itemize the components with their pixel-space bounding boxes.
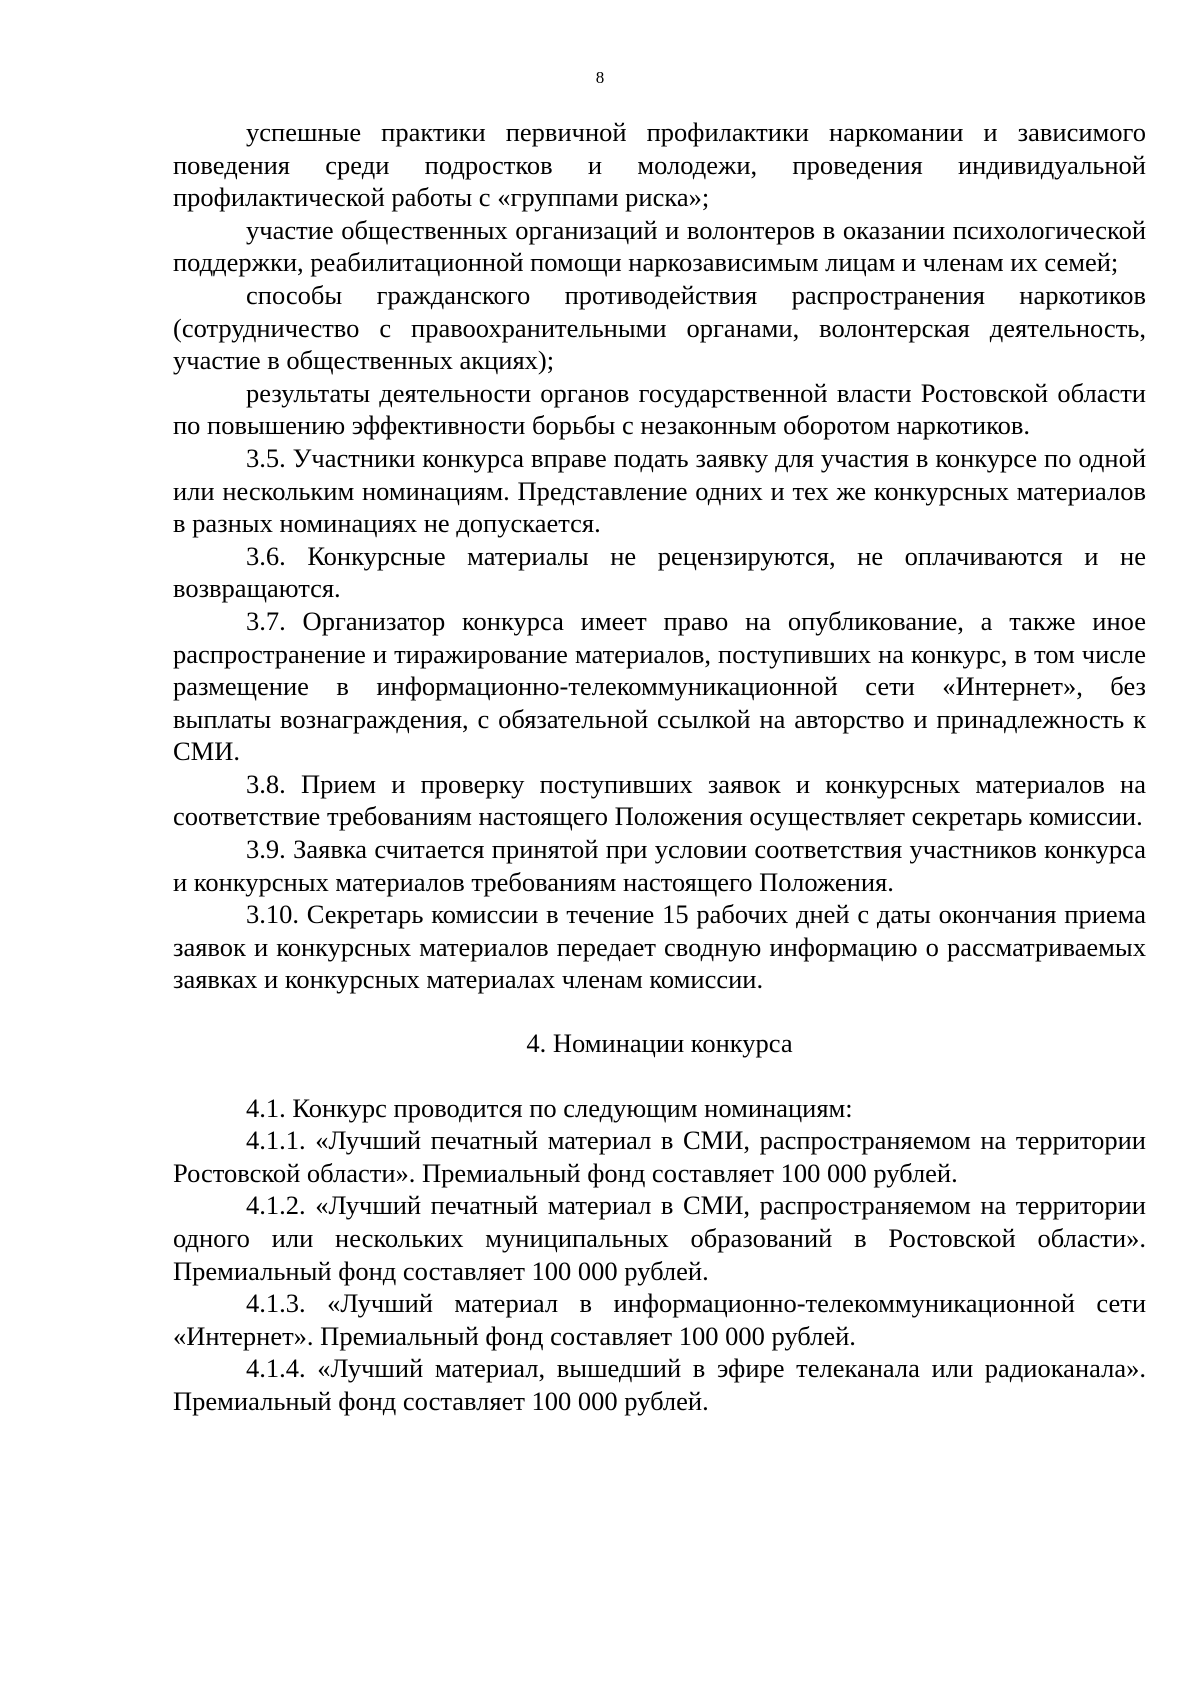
paragraph: 3.5. Участники конкурса вправе подать заявку для участия в конкурсе по одной или нескольким номинациям. Представление одних и тех же конкурсных материалов в разных номинациях не допускается. (173, 442, 1146, 539)
paragraph: 4.1. Конкурс проводится по следующим номинациям: (246, 1092, 853, 1123)
paragraph: 3.10. Секретарь комиссии в течение 15 рабочих дней с даты окончания приема заявок и конкурсных материалов передает сводную информацию о рассматриваемых заявках и конкурсных материалах членам комиссии. (173, 899, 1146, 995)
paragraph: 3.8. Прием и проверку поступивших заявок и конкурсных материалов на соответствие требованиям настоящего Положения осуществляет секретарь комиссии. (173, 768, 1146, 832)
page-number: 8 (595, 68, 605, 87)
paragraph: 4.1.2. «Лучший печатный материал в СМИ, распространяемом на территории одного или нескольких муниципальных образований в Ростовской области». Премиальный фонд составляет 100 000 рублей. (173, 1190, 1146, 1286)
paragraph: 3.6. Конкурсные материалы не рецензируются, не оплачиваются и не возвращаются. (173, 540, 1146, 604)
paragraph: 4.1.1. «Лучший печатный материал в СМИ, распространяемом на территории Ростовской области». Премиальный фонд составляет 100 000 рублей. (173, 1125, 1146, 1188)
paragraph: 4.1.3. «Лучший материал в информационно-телекоммуникационной сети «Интернет». Премиальный фонд составляет 100 000 рублей. (173, 1288, 1146, 1351)
paragraph: участие общественных организаций и волонтеров в оказании психологической поддержки, реабилитационной помощи наркозависимым лицам и членам их семей; (173, 214, 1146, 278)
section-heading: 4. Номинации конкурса (526, 1028, 793, 1059)
document-body (173, 116, 1146, 1418)
paragraph: результаты деятельности органов государственной власти Ростовской области по повышению эффективности борьбы с незаконным оборотом наркотиков. (173, 377, 1146, 441)
paragraph: способы гражданского противодействия распространения наркотиков (сотрудничество с правоохранительными органами, волонтерская деятельность, участие в общественных акциях); (173, 279, 1146, 376)
paragraph: 3.9. Заявка считается принятой при условии соответствия участников конкурса и конкурсных материалов требованиям настоящего Положения. (173, 834, 1146, 897)
paragraph: успешные практики первичной профилактики наркомании и зависимого поведения среди подростков и молодежи, проведения индивидуальной профилактической работы с «группами риска»; (173, 117, 1146, 213)
paragraph: 3.7. Организатор конкурса имеет право на опубликование, а также иное распространение и тиражирование материалов, поступивших на конкурс, в том числе размещение в информационно-телекоммуникационной сети «Интернет», без выплаты вознаграждения, с обязательной ссылкой на авторство и принадлежность к СМИ. (173, 605, 1146, 767)
paragraph: 4.1.4. «Лучший материал, вышедший в эфире телеканала или радиоканала». Премиальный фонд составляет 100 000 рублей. (173, 1353, 1146, 1416)
